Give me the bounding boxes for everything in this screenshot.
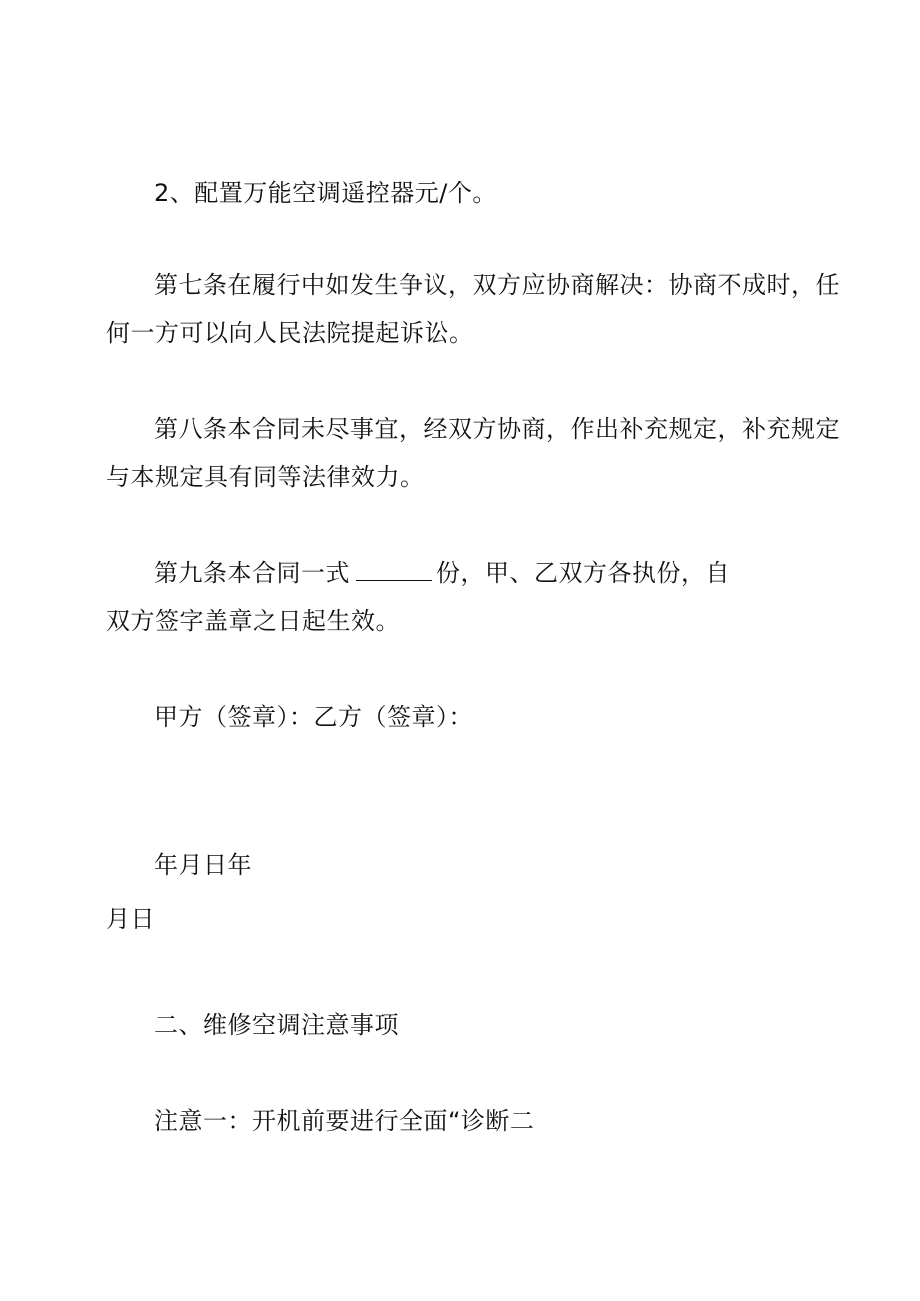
article-8-line-1: 第八条本合同未尽事宜，经双方协商，作出补充规定，补充规定 <box>154 415 840 443</box>
article-9-text-before-blank: 第九条本合同一式 <box>154 559 350 587</box>
date-line-2: 月日 <box>106 905 155 933</box>
copies-blank <box>356 560 432 581</box>
article-8-line-2: 与本规定具有同等法律效力。 <box>106 463 425 491</box>
article-9-line-1 <box>154 558 730 588</box>
date-line-1: 年月日年 <box>154 851 252 879</box>
article-9-line-2: 双方签字盖章之日起生效。 <box>106 607 400 635</box>
note-1-line: 注意一：开机前要进行全面“诊断二 <box>154 1107 535 1135</box>
article-7-line-1: 第七条在履行中如发生争议，双方应协商解决：协商不成时，任 <box>154 271 840 299</box>
section-2-heading: 二、维修空调注意事项 <box>154 1011 399 1039</box>
article-7-line-2: 何一方可以向人民法院提起诉讼。 <box>106 319 474 347</box>
signature-line: 甲方（签章）：乙方（签章）： <box>154 703 473 731</box>
item-2-line: 2、配置万能空调遥控器元/个。 <box>154 179 497 207</box>
article-9-text-after-blank: 份，甲、乙双方各执份，自 <box>436 559 730 587</box>
